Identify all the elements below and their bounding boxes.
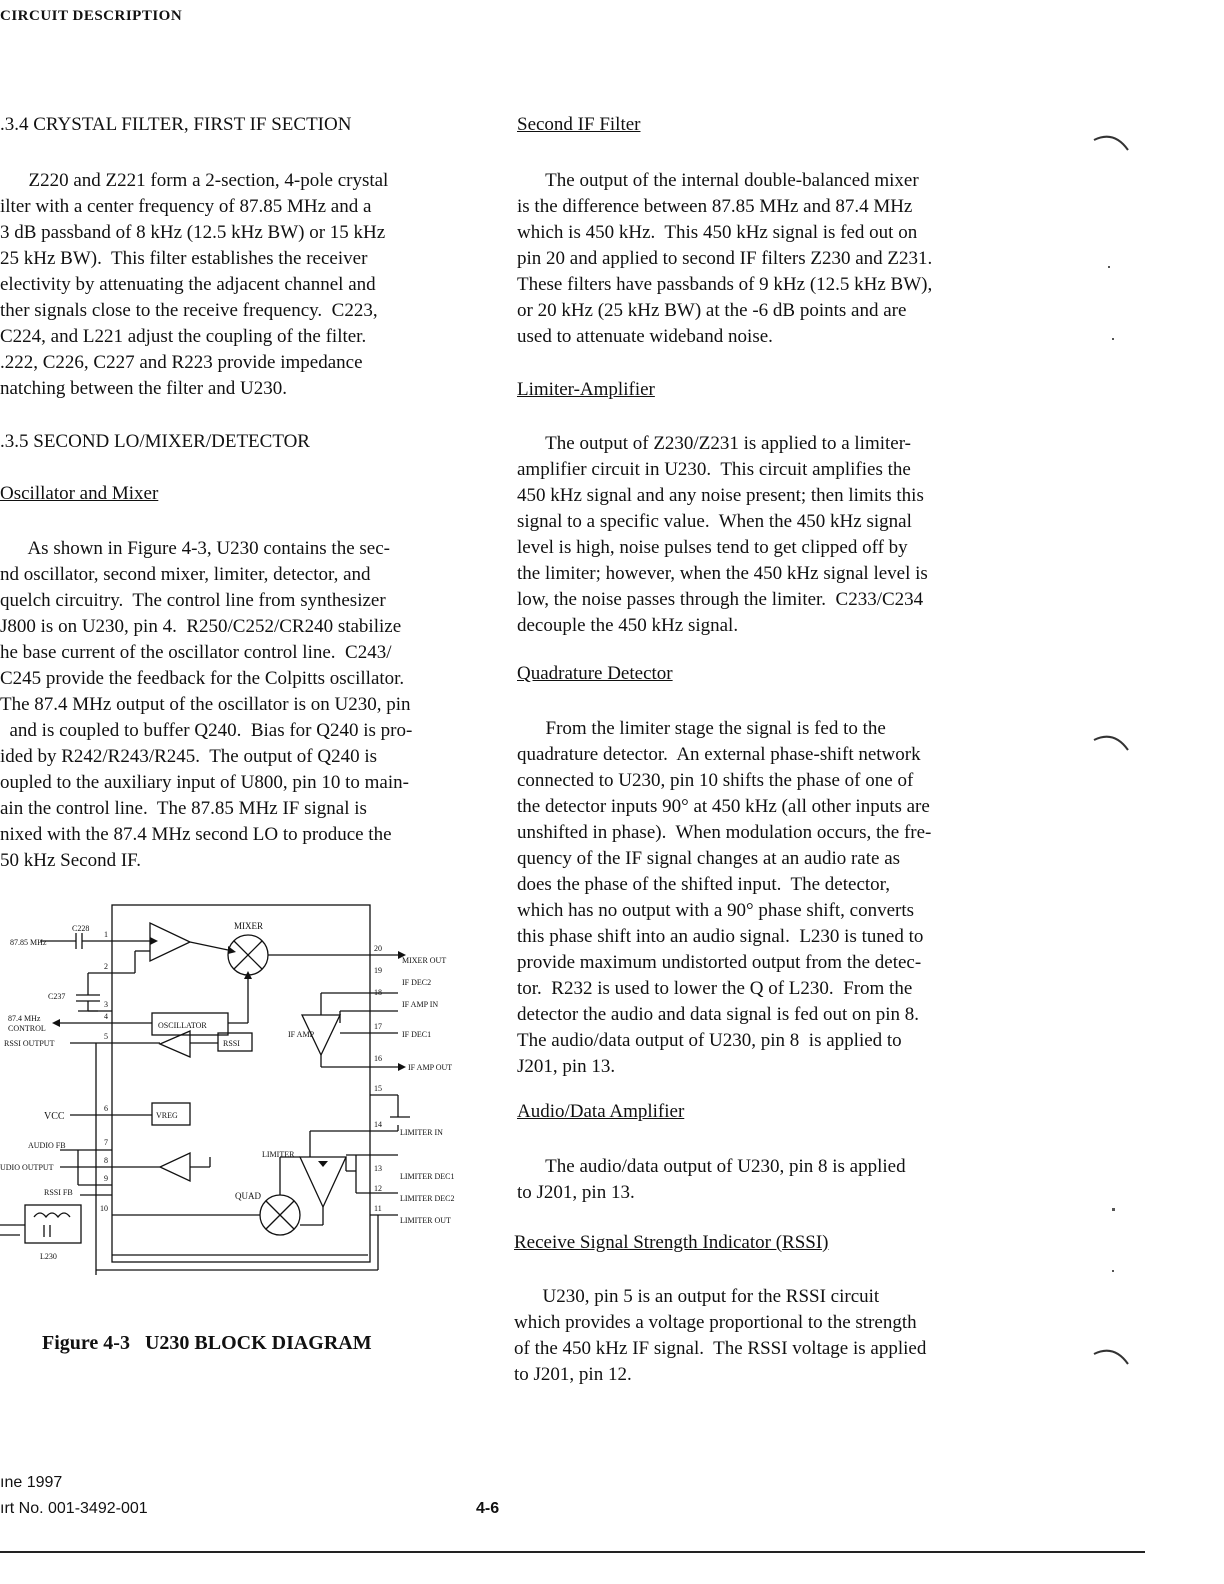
audio-fb-label: AUDIO FB [28, 1141, 66, 1150]
l230-label: L230 [40, 1252, 57, 1261]
section-title: .3.5 SECOND LO/MIXER/DETECTOR [0, 431, 310, 452]
limiter-in-label: LIMITER IN [400, 1128, 443, 1137]
heading-quadrature-detector: Quadrature Detector [517, 663, 673, 684]
if-amp-label: IF AMP [288, 1030, 315, 1039]
section-title: .3.4 CRYSTAL FILTER, FIRST IF SECTION [0, 114, 352, 135]
pin-number: 8 [104, 1156, 108, 1165]
heading-audio-data-amplifier: Audio/Data Amplifier [517, 1101, 685, 1122]
pin-number: 4 [104, 1012, 108, 1021]
pin-number: 19 [374, 966, 382, 975]
c237-label: C237 [48, 992, 66, 1001]
chip-outline [112, 905, 370, 1262]
footer-part-number: ırt No. 001-3492-001 [0, 1500, 148, 1517]
pin-number: 17 [374, 1022, 382, 1031]
pin-number: 12 [374, 1184, 382, 1193]
pin-number: 6 [104, 1104, 108, 1113]
limiter-out-label: LIMITER OUT [400, 1216, 451, 1225]
margin-marks [1090, 100, 1190, 1400]
u230-block-diagram [0, 895, 480, 1285]
page-header: CIRCUIT DESCRIPTION [0, 8, 183, 24]
pin-number: 2 [104, 962, 108, 971]
pin-number: 7 [104, 1138, 108, 1147]
limiter-dec1-label: LIMITER DEC1 [400, 1172, 455, 1181]
pin-number: 20 [374, 944, 382, 953]
c228-label: C228 [72, 924, 90, 933]
figure-caption: Figure 4-3 U230 BLOCK DIAGRAM [42, 1332, 372, 1354]
rssi-fb-label: RSSI FB [44, 1188, 73, 1197]
control-label: CONTROL [8, 1024, 46, 1033]
subsection-title: Oscillator and Mixer [0, 483, 159, 504]
rssi-output-label: RSSI OUTPUT [4, 1039, 55, 1048]
paragraph-audio-data-amplifier: The audio/data output of U230, pin 8 is applied to J201, pin 13. [517, 1156, 906, 1203]
footer-page-number: 4-6 [476, 1500, 500, 1517]
vcc-label: VCC [44, 1111, 65, 1122]
oscillator-label: OSCILLATOR [158, 1021, 207, 1030]
audio-output-label: UDIO OUTPUT [0, 1163, 54, 1172]
footer-rule [0, 1551, 1145, 1553]
paragraph-quadrature-detector: From the limiter stage the signal is fed to the quadrature detector. An external phase-shift network connected to U230, pin 10 shifts the phase of one of the detector inputs 90° at 450 kHz (all other inputs are unshifted in phase). When modulation occurs, the fre- quency of the IF signal changes at an audio rate as does the phase of the shifted input. The detector, which has no output with a 90° phase shift, converts this phase shift into an audio signal. L230 is tuned to provide maximum undistorted output from the detec- tor. R232 is used to lower the Q of L230. From the detector the audio and data signal is fed out on pin 8. The audio/data output of U230, pin 8 is applied to J201, pin 13. [517, 718, 932, 1077]
in-freq-label: 87.85 MHz [10, 938, 47, 947]
paragraph-oscillator-mixer: As shown in Figure 4-3, U230 contains the sec- nd oscillator, second mixer, limiter, detector, and quelch circuitry. The control line from synthesizer J800 is on U230, pin 4. R250/C252/CR240 stabilize he base current of the oscillator control line. C243/ C245 provide the feedback for the Colpitts oscillator. The 87.4 MHz output of the oscillator is on U230, pin and is coupled to buffer Q240. Bias for Q240 is pro- ided by R242/R243/R245. The output of Q240 is oupled to the auxiliary input of U800, pin 10 to main- ain the control line. The 87.85 MHz IF signal is nixed with the 87.4 MHz second LO to produce the 50 kHz Second IF. [0, 538, 413, 871]
quad-label: QUAD [235, 1191, 261, 1201]
pin-number: 16 [374, 1054, 382, 1063]
mixer-out-label: MIXER OUT [402, 956, 447, 965]
heading-second-if-filter: Second IF Filter [517, 114, 641, 135]
paragraph-second-if-filter: The output of the internal double-balanced mixer is the difference between 87.85 MHz and 87.4 MHz which is 450 kHz. This 450 kHz signal is fed out on pin 20 and applied to second IF filters Z230 and Z231. These filters have passbands of 9 kHz (12.5 kHz BW), or 20 kHz (25 kHz BW) at the -6 dB points and are used to attenuate wideband noise. [517, 170, 933, 347]
paragraph-limiter-amplifier: The output of Z230/Z231 is applied to a limiter- amplifier circuit in U230. This circuit amplifies the 450 kHz signal and any noise present; then limits this signal to a specific value. When the 450 kHz signal level is high, noise pulses tend to get clipped off by the limiter; however, when the 450 kHz signal level is low, the noise passes through the limiter. C233/C234 decouple the 450 kHz signal. [517, 433, 928, 636]
pin-number: 9 [104, 1174, 108, 1183]
pin-number: 1 [104, 930, 108, 939]
if-amp-in-label: IF AMP IN [402, 1000, 439, 1009]
heading-limiter-amplifier: Limiter-Amplifier [517, 379, 655, 400]
pin-number: 3 [104, 1000, 108, 1009]
if-dec1-label: IF DEC1 [402, 1030, 432, 1039]
paragraph-rssi: U230, pin 5 is an output for the RSSI circuit which provides a voltage proportional to the strength of the 450 kHz IF signal. The RSSI voltage is applied to J201, pin 12. [514, 1286, 927, 1385]
lo-freq-label: 87.4 MHz [8, 1014, 41, 1023]
pin-number: 5 [104, 1032, 108, 1041]
limiter-label: LIMITER [262, 1150, 295, 1159]
pin-number: 18 [374, 988, 382, 997]
pin-number: 11 [374, 1204, 382, 1213]
audio-amp [160, 1153, 190, 1181]
heading-rssi: Receive Signal Strength Indicator (RSSI) [514, 1232, 829, 1253]
if-dec2-label: IF DEC2 [402, 978, 432, 987]
pin-number: 10 [100, 1204, 108, 1213]
pin-number: 15 [374, 1084, 382, 1093]
if-amp-out-label: IF AMP OUT [408, 1063, 453, 1072]
mixer-label: MIXER [234, 921, 263, 931]
pin-number: 14 [374, 1120, 382, 1129]
paragraph-crystal-filter: Z220 and Z221 form a 2-section, 4-pole crystal ilter with a center frequency of 87.85 MHz and a 3 dB passband of 8 kHz (12.5 kHz BW) or 15 kHz 25 kHz BW). This filter establishes the receiver electivity by attenuating the adjacent channel and ther signals close to the receive frequency. C223, C224, and L221 adjust the coupling of the filter. .222, C226, C227 and R223 provide impedance natching between the filter and U230. [0, 170, 389, 399]
footer-date: ıne 1997 [0, 1474, 63, 1491]
vreg-label: VREG [156, 1111, 178, 1120]
limiter-dec2-label: LIMITER DEC2 [400, 1194, 455, 1203]
rssi-label: RSSI [223, 1039, 240, 1048]
pin-number: 13 [374, 1164, 382, 1173]
